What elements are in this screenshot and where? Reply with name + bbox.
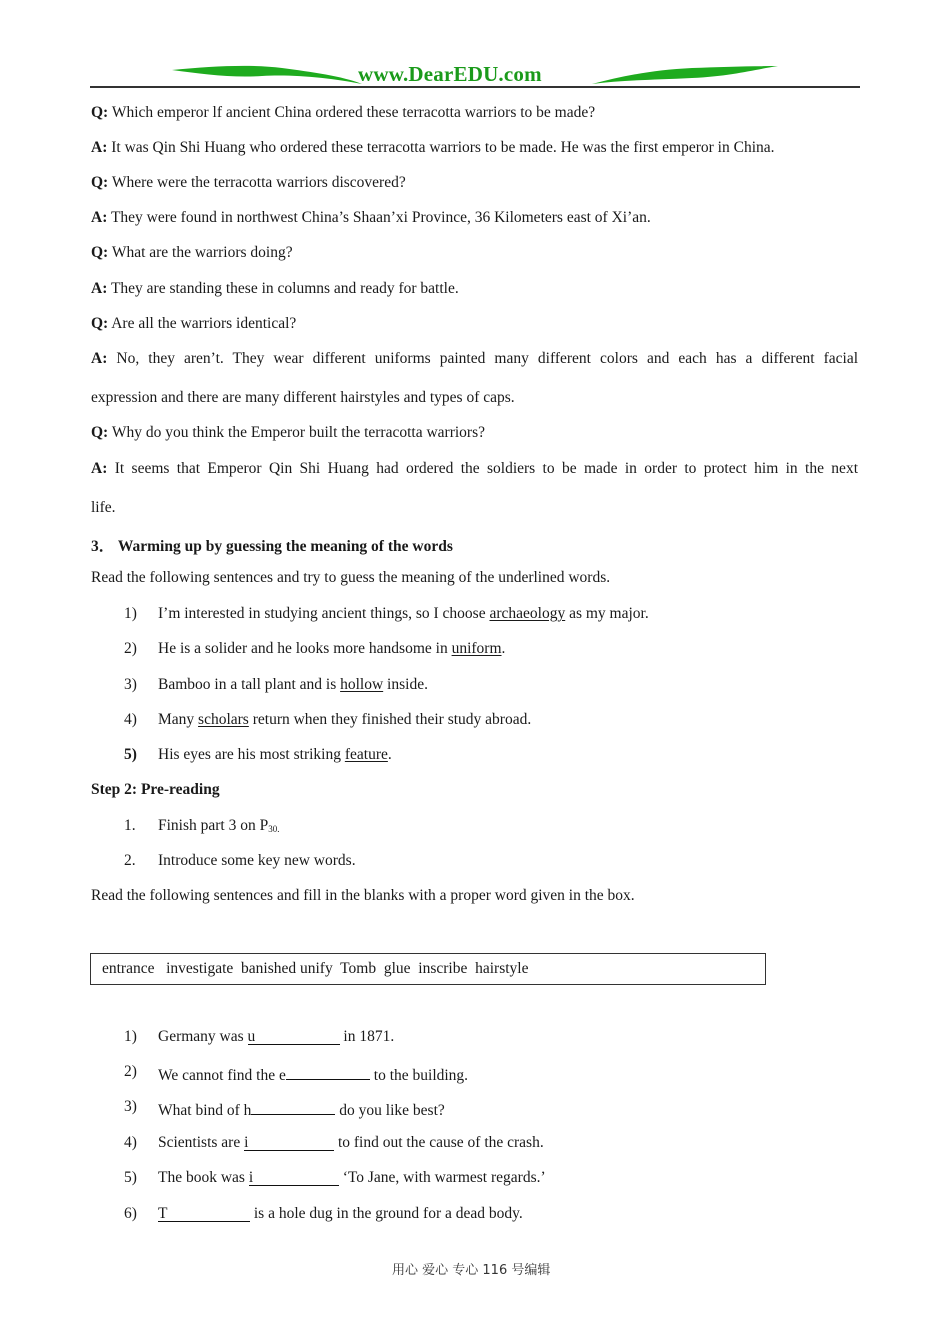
qa-line: Q: Why do you think the Emperor built the terracotta warriors? [91, 424, 485, 441]
qa-line: Q: Where were the terracotta warriors discovered? [91, 174, 406, 191]
blank-field[interactable] [286, 1063, 370, 1080]
qa-line: A: No, they aren’t. They wear different uniforms painted many different colors and each has a different facial [91, 350, 858, 367]
item-number: 2) [124, 640, 137, 657]
item-number: 3) [124, 676, 137, 693]
item-number: 4) [124, 1134, 137, 1151]
qa-line-continued: life. [91, 499, 116, 516]
underlined-word: archaeology [489, 605, 566, 622]
item-number: 5) [124, 746, 137, 763]
qa-line: A: They were found in northwest China’s Shaan’xi Province, 36 Kilometers east of Xi’an. [91, 209, 651, 226]
qa-line: Q: Which emperor lf ancient China ordered these terracotta warriors to be made? [91, 104, 596, 121]
qa-line: Q: Are all the warriors identical? [91, 315, 297, 332]
underlined-word: scholars [198, 711, 249, 728]
item-number: 6) [124, 1205, 137, 1222]
blank-field[interactable]: u [248, 1028, 340, 1045]
word-box-text: entrance investigate banished unify Tomb glue inscribe hairstyle [102, 960, 529, 977]
item-number: 1) [124, 605, 137, 622]
qa-line: A: It seems that Emperor Qin Shi Huang had ordered the soldiers to be made in order to protect him in the next [91, 460, 858, 477]
qa-line: Q: What are the warriors doing? [91, 244, 293, 261]
blank-field[interactable]: T [158, 1205, 250, 1222]
blank-field[interactable]: i [249, 1169, 339, 1186]
right-swoosh-icon [592, 64, 778, 86]
brand-logo-text: www.DearEDU.com [358, 62, 542, 86]
left-swoosh-icon [172, 64, 362, 86]
underlined-word: uniform [451, 640, 502, 657]
step-instruction: Read the following sentences and fill in the blanks with a proper word given in the box. [91, 887, 635, 904]
qa-line: A: It was Qin Shi Huang who ordered these terracotta warriors to be made. He was the first emperor in China. [91, 139, 775, 156]
blank-field[interactable]: i [244, 1134, 334, 1151]
qa-line-continued: expression and there are many different hairstyles and types of caps. [91, 389, 515, 406]
item-number: 4) [124, 711, 137, 728]
page-header [90, 60, 860, 90]
item-number: 2. [124, 852, 136, 869]
qa-line: A: They are standing these in columns and ready for battle. [91, 280, 459, 297]
underlined-word: feature [344, 746, 388, 763]
page-footer: 用心 爱心 专心 116 号编辑 [392, 1263, 551, 1278]
word-box [90, 953, 766, 985]
section-heading: 3． Warming up by guessing the meaning of the words [91, 538, 453, 555]
blank-field[interactable] [251, 1098, 335, 1115]
underlined-word: hollow [340, 676, 384, 693]
step-heading: Step 2: Pre-reading [91, 781, 220, 798]
item-number: 1) [124, 1028, 137, 1045]
item-number: 5) [124, 1169, 137, 1186]
item-number: 2) [124, 1063, 137, 1080]
section-instruction: Read the following sentences and try to guess the meaning of the underlined words. [91, 569, 611, 586]
header-rule [90, 86, 860, 88]
item-number: 3) [124, 1098, 137, 1115]
page-number: 30. [268, 824, 280, 834]
item-number: 1. [124, 817, 136, 834]
